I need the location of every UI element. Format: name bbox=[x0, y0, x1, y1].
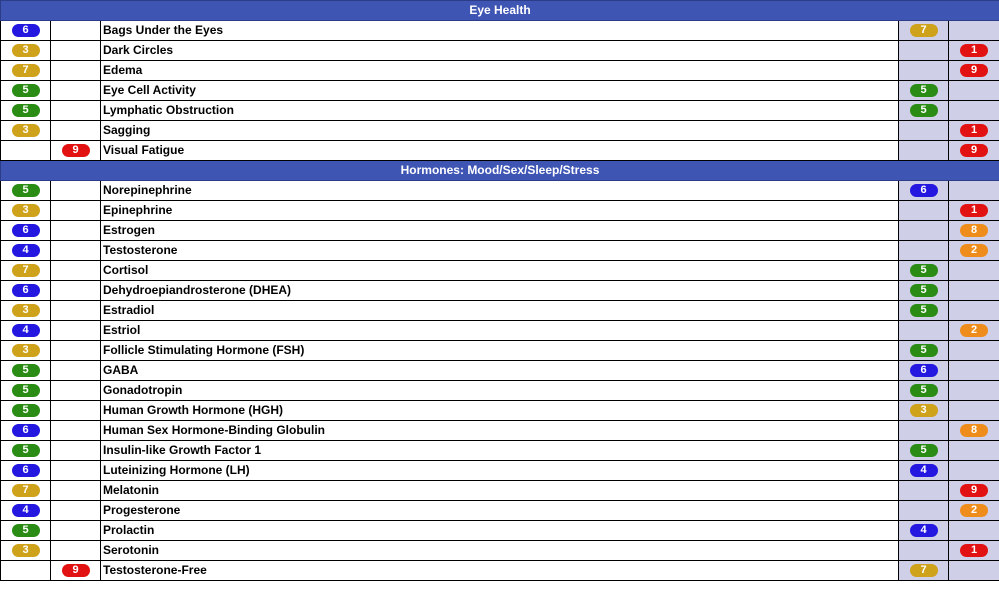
score-badge: 5 bbox=[12, 84, 40, 97]
score-col-2-cell bbox=[51, 221, 101, 241]
score-col-1-cell bbox=[1, 181, 51, 201]
table-row bbox=[1, 381, 999, 401]
table-row bbox=[1, 561, 999, 581]
score-col-4-cell bbox=[899, 21, 949, 41]
score-col-1-cell bbox=[1, 521, 51, 541]
table-row bbox=[1, 281, 999, 301]
score-badge: 5 bbox=[910, 304, 938, 317]
score-col-1-cell bbox=[1, 81, 51, 101]
score-badge: 5 bbox=[910, 444, 938, 457]
score-col-5-cell bbox=[949, 501, 999, 521]
score-col-2-cell bbox=[51, 401, 101, 421]
score-col-1-cell bbox=[1, 481, 51, 501]
table-row bbox=[1, 101, 999, 121]
score-col-2-cell bbox=[51, 281, 101, 301]
table-row bbox=[1, 461, 999, 481]
score-col-1-cell bbox=[1, 401, 51, 421]
item-name: Lymphatic Obstruction bbox=[101, 101, 899, 121]
score-col-4-cell bbox=[899, 301, 949, 321]
score-col-1-cell bbox=[1, 461, 51, 481]
score-badge: 4 bbox=[910, 524, 938, 537]
score-col-1-cell bbox=[1, 121, 51, 141]
score-badge: 9 bbox=[960, 64, 988, 77]
score-badge: 3 bbox=[12, 344, 40, 357]
item-name: Prolactin bbox=[101, 521, 899, 541]
score-col-5-cell bbox=[949, 241, 999, 261]
score-col-1-cell bbox=[1, 541, 51, 561]
table-row bbox=[1, 541, 999, 561]
score-col-5-cell bbox=[949, 341, 999, 361]
score-col-4-cell bbox=[899, 121, 949, 141]
score-col-5-cell bbox=[949, 321, 999, 341]
score-col-4-cell bbox=[899, 421, 949, 441]
table-row bbox=[1, 301, 999, 321]
item-name: Human Sex Hormone-Binding Globulin bbox=[101, 421, 899, 441]
score-col-2-cell bbox=[51, 81, 101, 101]
score-badge: 6 bbox=[12, 464, 40, 477]
score-col-1-cell bbox=[1, 281, 51, 301]
score-col-4-cell bbox=[899, 221, 949, 241]
table-row bbox=[1, 521, 999, 541]
score-badge: 4 bbox=[12, 244, 40, 257]
item-name: Testosterone-Free bbox=[101, 561, 899, 581]
score-col-4-cell bbox=[899, 541, 949, 561]
item-name: Eye Cell Activity bbox=[101, 81, 899, 101]
item-name: Dark Circles bbox=[101, 41, 899, 61]
score-col-5-cell bbox=[949, 361, 999, 381]
score-badge: 9 bbox=[960, 484, 988, 497]
item-name: Insulin-like Growth Factor 1 bbox=[101, 441, 899, 461]
score-col-4-cell bbox=[899, 41, 949, 61]
score-col-4-cell bbox=[899, 201, 949, 221]
item-name: Estrogen bbox=[101, 221, 899, 241]
score-col-1-cell bbox=[1, 41, 51, 61]
score-badge: 6 bbox=[910, 184, 938, 197]
score-col-2-cell bbox=[51, 461, 101, 481]
score-col-4-cell bbox=[899, 441, 949, 461]
table-row bbox=[1, 421, 999, 441]
score-col-4-cell bbox=[899, 361, 949, 381]
section-header-eye-health bbox=[1, 1, 999, 21]
item-name: Bags Under the Eyes bbox=[101, 21, 899, 41]
score-col-2-cell bbox=[51, 181, 101, 201]
table-row bbox=[1, 181, 999, 201]
item-name: Progesterone bbox=[101, 501, 899, 521]
score-col-1-cell bbox=[1, 321, 51, 341]
score-col-2-cell bbox=[51, 481, 101, 501]
item-name: Cortisol bbox=[101, 261, 899, 281]
score-col-5-cell bbox=[949, 61, 999, 81]
item-name: Human Growth Hormone (HGH) bbox=[101, 401, 899, 421]
item-name: Sagging bbox=[101, 121, 899, 141]
score-badge: 6 bbox=[12, 284, 40, 297]
score-col-5-cell bbox=[949, 421, 999, 441]
score-badge: 9 bbox=[960, 144, 988, 157]
section-header-hormones-mood-sex-sleep-stress bbox=[1, 161, 999, 181]
score-col-1-cell bbox=[1, 501, 51, 521]
score-col-4-cell bbox=[899, 141, 949, 161]
item-name: Norepinephrine bbox=[101, 181, 899, 201]
table-row bbox=[1, 81, 999, 101]
score-col-2-cell bbox=[51, 121, 101, 141]
score-badge: 1 bbox=[960, 124, 988, 137]
score-col-1-cell bbox=[1, 201, 51, 221]
score-col-5-cell bbox=[949, 401, 999, 421]
score-col-1-cell bbox=[1, 261, 51, 281]
score-col-4-cell bbox=[899, 521, 949, 541]
score-badge: 6 bbox=[12, 24, 40, 37]
score-badge: 7 bbox=[12, 484, 40, 497]
table-row bbox=[1, 261, 999, 281]
score-col-4-cell bbox=[899, 181, 949, 201]
score-col-4-cell bbox=[899, 501, 949, 521]
item-name: Estriol bbox=[101, 321, 899, 341]
score-col-2-cell bbox=[51, 61, 101, 81]
table-row bbox=[1, 481, 999, 501]
item-name: Melatonin bbox=[101, 481, 899, 501]
score-badge: 7 bbox=[910, 564, 938, 577]
score-badge: 1 bbox=[960, 44, 988, 57]
item-name: Edema bbox=[101, 61, 899, 81]
score-badge: 1 bbox=[960, 204, 988, 217]
score-col-1-cell bbox=[1, 301, 51, 321]
item-name: Luteinizing Hormone (LH) bbox=[101, 461, 899, 481]
score-col-1-cell bbox=[1, 141, 51, 161]
score-col-2-cell bbox=[51, 301, 101, 321]
score-badge: 5 bbox=[12, 524, 40, 537]
score-col-4-cell bbox=[899, 261, 949, 281]
score-col-5-cell bbox=[949, 121, 999, 141]
score-col-2-cell bbox=[51, 41, 101, 61]
score-col-4-cell bbox=[899, 381, 949, 401]
table-row bbox=[1, 41, 999, 61]
score-col-5-cell bbox=[949, 201, 999, 221]
item-name: GABA bbox=[101, 361, 899, 381]
score-col-1-cell bbox=[1, 61, 51, 81]
section-title: Hormones: Mood/Sex/Sleep/Stress bbox=[1, 161, 999, 181]
score-col-4-cell bbox=[899, 341, 949, 361]
score-col-2-cell bbox=[51, 101, 101, 121]
score-col-1-cell bbox=[1, 341, 51, 361]
score-col-2-cell bbox=[51, 361, 101, 381]
score-col-4-cell bbox=[899, 561, 949, 581]
item-name: Epinephrine bbox=[101, 201, 899, 221]
score-col-4-cell bbox=[899, 81, 949, 101]
results-table-body bbox=[1, 1, 999, 581]
table-row bbox=[1, 401, 999, 421]
table-row bbox=[1, 341, 999, 361]
score-col-2-cell bbox=[51, 141, 101, 161]
score-badge: 5 bbox=[12, 384, 40, 397]
score-badge: 6 bbox=[12, 424, 40, 437]
table-row bbox=[1, 141, 999, 161]
score-badge: 9 bbox=[62, 144, 90, 157]
score-badge: 5 bbox=[12, 364, 40, 377]
score-col-4-cell bbox=[899, 101, 949, 121]
item-name: Follicle Stimulating Hormone (FSH) bbox=[101, 341, 899, 361]
score-badge: 3 bbox=[12, 204, 40, 217]
score-col-1-cell bbox=[1, 221, 51, 241]
score-col-5-cell bbox=[949, 381, 999, 401]
item-name: Dehydroepiandrosterone (DHEA) bbox=[101, 281, 899, 301]
score-col-5-cell bbox=[949, 521, 999, 541]
score-col-2-cell bbox=[51, 501, 101, 521]
score-badge: 7 bbox=[12, 64, 40, 77]
item-name: Gonadotropin bbox=[101, 381, 899, 401]
score-col-2-cell bbox=[51, 381, 101, 401]
score-col-1-cell bbox=[1, 421, 51, 441]
table-row bbox=[1, 221, 999, 241]
table-row bbox=[1, 201, 999, 221]
score-badge: 2 bbox=[960, 244, 988, 257]
score-col-4-cell bbox=[899, 281, 949, 301]
table-row bbox=[1, 61, 999, 81]
item-name: Estradiol bbox=[101, 301, 899, 321]
score-col-1-cell bbox=[1, 561, 51, 581]
score-badge: 5 bbox=[910, 104, 938, 117]
score-col-2-cell bbox=[51, 521, 101, 541]
table-row bbox=[1, 501, 999, 521]
score-badge: 8 bbox=[960, 424, 988, 437]
table-row bbox=[1, 361, 999, 381]
score-badge: 5 bbox=[910, 384, 938, 397]
score-badge: 5 bbox=[12, 104, 40, 117]
score-col-2-cell bbox=[51, 261, 101, 281]
score-badge: 9 bbox=[62, 564, 90, 577]
score-col-2-cell bbox=[51, 241, 101, 261]
score-badge: 4 bbox=[12, 504, 40, 517]
score-col-1-cell bbox=[1, 441, 51, 461]
score-col-5-cell bbox=[949, 541, 999, 561]
score-col-4-cell bbox=[899, 461, 949, 481]
score-col-2-cell bbox=[51, 201, 101, 221]
score-col-1-cell bbox=[1, 101, 51, 121]
section-title: Eye Health bbox=[1, 1, 999, 21]
score-col-5-cell bbox=[949, 221, 999, 241]
score-badge: 6 bbox=[12, 224, 40, 237]
table-row bbox=[1, 241, 999, 261]
score-col-1-cell bbox=[1, 21, 51, 41]
score-badge: 2 bbox=[960, 504, 988, 517]
score-col-1-cell bbox=[1, 361, 51, 381]
score-col-4-cell bbox=[899, 481, 949, 501]
score-badge: 1 bbox=[960, 544, 988, 557]
score-badge: 5 bbox=[910, 84, 938, 97]
score-badge: 5 bbox=[910, 264, 938, 277]
score-badge: 5 bbox=[910, 344, 938, 357]
score-badge: 5 bbox=[12, 184, 40, 197]
score-col-5-cell bbox=[949, 301, 999, 321]
score-col-2-cell bbox=[51, 541, 101, 561]
score-col-2-cell bbox=[51, 561, 101, 581]
table-row bbox=[1, 121, 999, 141]
score-badge: 3 bbox=[12, 544, 40, 557]
score-col-5-cell bbox=[949, 21, 999, 41]
score-badge: 4 bbox=[910, 464, 938, 477]
score-col-4-cell bbox=[899, 61, 949, 81]
score-badge: 7 bbox=[12, 264, 40, 277]
table-row bbox=[1, 21, 999, 41]
score-col-2-cell bbox=[51, 421, 101, 441]
table-row bbox=[1, 441, 999, 461]
score-col-5-cell bbox=[949, 441, 999, 461]
score-col-1-cell bbox=[1, 381, 51, 401]
score-col-5-cell bbox=[949, 141, 999, 161]
score-col-5-cell bbox=[949, 461, 999, 481]
item-name: Testosterone bbox=[101, 241, 899, 261]
score-col-5-cell bbox=[949, 281, 999, 301]
score-col-5-cell bbox=[949, 41, 999, 61]
score-col-5-cell bbox=[949, 561, 999, 581]
item-name: Visual Fatigue bbox=[101, 141, 899, 161]
score-col-5-cell bbox=[949, 261, 999, 281]
score-col-4-cell bbox=[899, 401, 949, 421]
score-badge: 7 bbox=[910, 24, 938, 37]
score-col-1-cell bbox=[1, 241, 51, 261]
score-col-4-cell bbox=[899, 321, 949, 341]
score-badge: 3 bbox=[910, 404, 938, 417]
score-col-5-cell bbox=[949, 181, 999, 201]
score-col-5-cell bbox=[949, 481, 999, 501]
score-badge: 2 bbox=[960, 324, 988, 337]
score-badge: 3 bbox=[12, 44, 40, 57]
score-badge: 4 bbox=[12, 324, 40, 337]
score-col-5-cell bbox=[949, 81, 999, 101]
score-col-4-cell bbox=[899, 241, 949, 261]
score-badge: 5 bbox=[12, 444, 40, 457]
item-name: Serotonin bbox=[101, 541, 899, 561]
score-badge: 3 bbox=[12, 124, 40, 137]
score-col-5-cell bbox=[949, 101, 999, 121]
score-col-2-cell bbox=[51, 341, 101, 361]
score-badge: 5 bbox=[910, 284, 938, 297]
score-col-2-cell bbox=[51, 441, 101, 461]
table-row bbox=[1, 321, 999, 341]
score-badge: 6 bbox=[910, 364, 938, 377]
score-badge: 5 bbox=[12, 404, 40, 417]
score-badge: 8 bbox=[960, 224, 988, 237]
score-col-2-cell bbox=[51, 21, 101, 41]
score-col-2-cell bbox=[51, 321, 101, 341]
score-badge: 3 bbox=[12, 304, 40, 317]
